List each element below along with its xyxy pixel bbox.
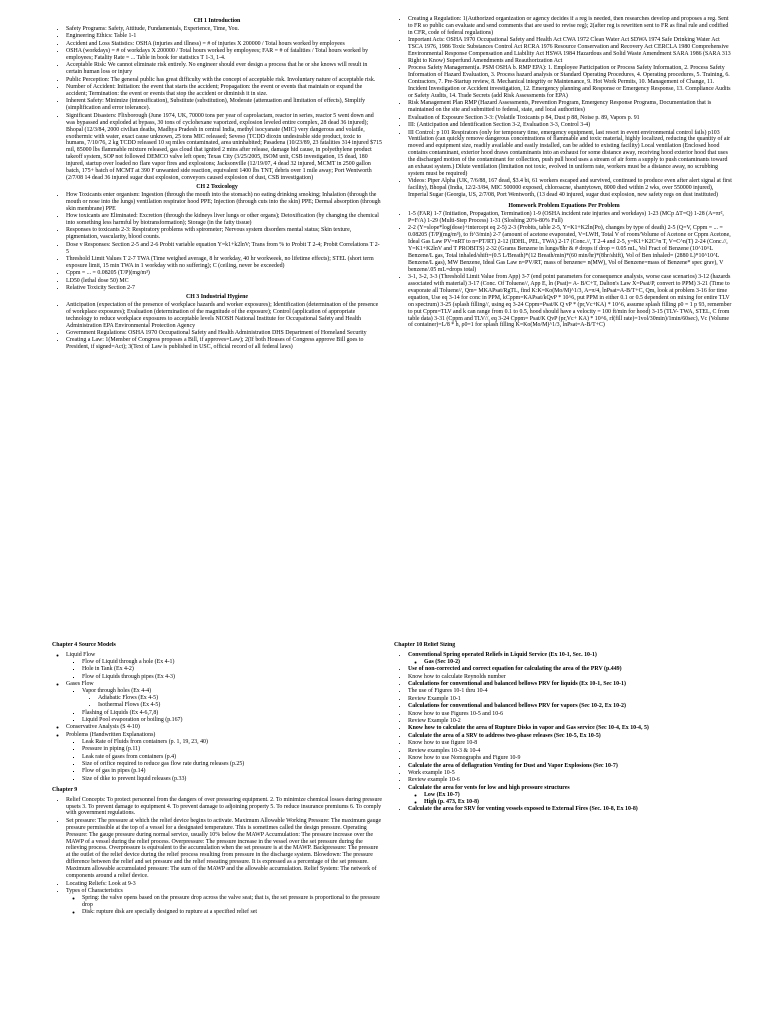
list-item: • Creating a Law: 1(Member of Congress proposes a Bill, if approves=Law); 2(If both Houses of Congress approve Bill goes to President, if signed=Act); 3(Text of Law is published in USC, official record of all federal laws) bbox=[66, 337, 382, 351]
list-item: ◦ High (p. 473, Ex 10-8) bbox=[424, 799, 734, 806]
list-item: ▪ Flow of Liquids through pipes (Ex 4-3) bbox=[82, 674, 382, 681]
list-item: • Adiabatic Flows (Ex 4-5) bbox=[98, 695, 382, 702]
column-3 bbox=[52, 642, 382, 1024]
list-item: ◦ Problems (Handwritten Explanations) ▪ Leak Rate of Fluids from containers (p. 1, 19, 23, 40) ▪ Pressure in piping (p.11) ▪ Leak rate of gases from containers (p.4) ▪ Size of orifice required to reduce gas flow rate during releases (p.25) ▪ Flow of gas in pipes (p.14) ▪ Size of dike to prevent liquid releases (p.33) bbox=[66, 732, 382, 783]
chapter-1-list bbox=[52, 26, 382, 182]
list-item: • Conventional Spring operated Reliefs in Liquid Service (Ex 10-1, Sec. 10-1) ◦ Gas (Sec 10-2) bbox=[408, 652, 734, 666]
list-item: • Calculations for conventional and balanced bellows PRV for vapors (Sec 10-2, Ex 10-2) bbox=[408, 703, 734, 710]
list-item: • Evaluation of Exposure Section 3-3: (Volatile Toxicants p 84, Dust p 88, Noise p. 89, Vapors p. 91 bbox=[408, 115, 734, 122]
list-item: • Creating a Regulation: 1(Authorized organization or agency decides if a reg is needed, then researches develop and proposes a reg. Sent to FR so public can evaluate and send comments that are used to revise reg); 2(after reg is rewritten sent to FR as final rule and codified in CFR, code of federal regulations) bbox=[408, 16, 734, 37]
list-item: • Work example 10-5 bbox=[408, 770, 734, 777]
homework-list bbox=[394, 211, 734, 329]
liquid-flow-list bbox=[66, 659, 382, 681]
list-item: ◦ Gases Flow ▪ Vapor through holes (Ex 4-4) • Adiabatic Flows (Ex 4-5) • Isothermal Flows (Ex 4-5) ▪ Flashing of Liquids (Ex 4-6,7,8) ▪ Liquid Pool evaporation or boiling (p.167) bbox=[66, 681, 382, 724]
list-item: ▪ Leak Rate of Fluids from containers (p. 1, 19, 23, 40) bbox=[82, 739, 382, 746]
list-item: • Government Regulations: OSHA 1970 Occupational Safety and Health Administration DHS Department of Homeland Security bbox=[66, 330, 382, 337]
list-item: • Review Example 10-2 bbox=[408, 718, 734, 725]
list-item: ▪ Size of dike to prevent liquid releases (p.33) bbox=[82, 776, 382, 783]
chapter-4-heading: Chapter 4 Source Models bbox=[52, 642, 116, 648]
list-item: ◦ Gas (Sec 10-2) bbox=[424, 659, 734, 666]
list-item: • Calculate the area for SRV for venting vessels exposed to External Fires (Sec. 10-8, Ex 10-8) bbox=[408, 806, 734, 813]
list-item: • Calculations for conventional and balanced bellows PRV for liquids (Ex 10-1, Sec 10-1) bbox=[408, 681, 734, 688]
column-1 bbox=[52, 16, 382, 588]
list-item: • Isothermal Flows (Ex 4-5) bbox=[98, 702, 382, 709]
list-item: • How Toxicants enter organism: Ingestion (through the mouth into the stomach) no eating drinking smoking; Inhalation (through the mouth or nose into the lungs) ventilation respirator hood PPE; Injection (through cuts into the skin) PPE; Dermal absorption (through skin membrane) PPE bbox=[66, 192, 382, 213]
list-item: • Use of non-corrected and correct equation for calculating the area of the PRV (p.449) bbox=[408, 666, 734, 673]
chapter-4-list bbox=[52, 652, 382, 783]
list-item: • Know how to use figure 10-8 bbox=[408, 740, 734, 747]
list-item: • The use of Figures 10-1 thru 10-4 bbox=[408, 688, 734, 695]
homework-heading: Homework Problem Equations Per Problem bbox=[508, 203, 620, 210]
chapter-3-heading: CH 3 Industrial Hygiene bbox=[185, 293, 249, 300]
list-item: • Calculate the area of deflagration Venting for Dust and Vapor Explosions (Sec 10-7) bbox=[408, 763, 734, 770]
chapter-10-heading: Chapter 10 Relief Sizing bbox=[394, 642, 456, 648]
list-item: • Videos: Piper Alpha (UK, 7/6/88, 167 dead, $3.4 bi, 61 workers escaped and survived, continued to produce even after alert signal at first facility), Bhopal (India, 12/2-3/84, MIC 500000 exposed, chloroacne, shantytown, 8000 died within 2 wks, over 550000 injured), Imperial Sugar (Georgia, US, 2/7/08, Port Wentworth, (13 dead 40 injured, sugar dust explosion, new safety regs on dust instituted) bbox=[408, 178, 734, 199]
list-item: ▪ Size of orifice required to reduce gas flow rate during releases (p.25) bbox=[82, 761, 382, 768]
list-item: • Relief Concepts: To protect personnel from the dangers of over pressuring equipment. 2. To minimize chemical losses during pressure upsets 3. To prevent damage to equipment 4. To prevent damage to adjoining property 5. To reduce insurance premiums 6. To comply with government regulations. bbox=[66, 797, 382, 818]
list-item: ◦ Low (Ex 10-7) bbox=[424, 792, 734, 799]
list-item: • Threshold Limit Values T 2-7 TWA (Time weighed average, 8 hr workday, 40 hr workweek, no lifetime effects); STEL (short term exposure limit, 15 min TWA in 1 workday with no suffering); C (ceiling, never be exceeded) bbox=[66, 256, 382, 270]
list-item: • Number of Accident: Initiation: the event that starts the accident; Propagation: the event or events that maintain or expand the accident; Termination: the event or events that stop the accident or diminish it in size. bbox=[66, 84, 382, 98]
column-2 bbox=[394, 16, 734, 516]
list-item: ▪ Leak rate of gases from containers (p.4) bbox=[82, 754, 382, 761]
chapter-1-heading: CH 1 Introduction bbox=[193, 18, 241, 24]
vapor-list bbox=[82, 695, 382, 709]
chapter-2-list bbox=[52, 192, 382, 292]
vent-sublist bbox=[408, 792, 734, 806]
list-item: ▪ Flashing of Liquids (Ex 4-6,7,8) bbox=[82, 710, 382, 717]
list-item: • Review examples 10-3 & 10-4 bbox=[408, 748, 734, 755]
list-item: • Calculate the area for vents for low and high pressure structures ◦ Low (Ex 10-7) ◦ High (p. 473, Ex 10-8) bbox=[408, 785, 734, 806]
list-item: ▪ Vapor through holes (Ex 4-4) • Adiabatic Flows (Ex 4-5) • Isothermal Flows (Ex 4-5) bbox=[82, 688, 382, 709]
list-item: • Significant Disasters: Flixborough (June 1974, UK, 70000 tons per year of caprolactam, reactor in series, reactor 5 went down and was bypassed and exploded at bypass, 30 tons of cyclohexane vaporized, explosion leveled entire complex, 28 dead 36 injured); Bhopal (12/3/84, 2000 civilian deaths, Madhya Pradesh in central India, methyl isocyanate (MIC) very dangerous and volatile, exothermic with water, exact cause unknown, 25 tons MIC released; Seveso (TCDD dioxin undesirable side product, toxic to humans, 7/10/76, 2 kg TCDD released 10 sq miles contaminated, area uninhabited; Pasadena (10/23/89, 23 fatalities 314 injured $715 mil, 85000 lbs flammable mixture released, gas cloud that ignited 2 mins after release, damage hid cause, in polyethylene product takeoff system, SOP not followed DEMCO valve left open; Texas City (3/25/2005, ISOM unit, CSB investigation, 15 dead, 180 injured, startup over loaded no flare vapor fires and explosions; Jacksonville (12/19/07, 4 dead 32 injured, MCMT in 2500 gallon batch, 175+ batch of MCMT at 390 F unwanted side reaction, equivalent 1400 lbs TNT, debris over 1 mile away; Port Wentworth (2/7/08 14 dead 36 injured sugar dust explosion, conveyors caused explosion of dust, CSB investigation) bbox=[66, 113, 382, 182]
list-item: • III: (Anticipation and Identification Section 3-2, Evaluation 3-3, Control 3-4) bbox=[408, 122, 734, 129]
list-item: • How toxicants are Eliminated: Excretion (through the kidneys liver lungs or other organs); Detoxification (by changing the chemical into something less harmful by biotransformation); Storage (in the fatty tissue) bbox=[66, 213, 382, 227]
list-item: • 2-2 (Y=slope*log(dose)+intercept eq 2-5) 2-3 (Probits, table 2-5, Y=K1+K2ln(Po), changes by type of death) 2-5 (Q=V, Cppm = ... = 0.08205 (T/P)(mg/m³), to ft^3/min) 2-7 (amount of acetone evaporated, V=LWH, Total V of room/Volume of Acetone or Cppm Acetone, Ideal Gas Law PV=nRT to n=PT/RT) 2-12 (IDHL, PEL, TWA) 2-17 (Conc.//, T 2-4 and 2-5, y=K1+K2C^n T, V=C^n(T) 2-24 (Conc.//, Y=K1+K2lnV and T PROBITS) 2-32 (Grams Benzene in lungs/8hr & # drops if drop = 0.05 mL, Vol Fract of Benzene (10^10^L Benzene/L gas, Total inhaled/shift=(0.5 L/Breath)*(12 Breath/min)*(60 min/hr)*(8hr/shift), Vol of Ben inhaled= (2880 L)*10^10^L Benzene/L gas), MW Benzene, Ideal Gas Law n=PV/RT, mass of benzene= n(MW), Vol of Benzene=mass of Benzene* spec grav), V benzene/.05 mL=drops total) bbox=[408, 225, 734, 273]
chapter-2-heading: CH 2 Toxicology bbox=[196, 183, 238, 190]
list-item: ◦ Conservative Analysis (S 4-10) bbox=[66, 724, 382, 731]
list-item: • Know how to use Nomographs and Figure 10-9 bbox=[408, 755, 734, 762]
list-item: ◦ Liquid Flow ▪ Flow of Liquid through a hole (Ex 4-1) ▪ Hole in Tank (Ex 4-2) ▪ Flow of Liquids through pipes (Ex 4-3) bbox=[66, 652, 382, 681]
list-item: • LD50 (lethal dose 50) MC bbox=[66, 278, 382, 285]
list-item: • Types of Characteristics ◦ Spring: the valve opens based on the pressure drop across the valve seat; that is, the set pressure is proportional to the pressure drop ◦ Disk: rupture disk are specially designed to rupture at a specified relief set bbox=[66, 888, 382, 916]
list-item: ◦ Spring: the valve opens based on the pressure drop across the valve seat; that is, the set pressure is proportional to the pressure drop bbox=[82, 895, 382, 909]
list-item: • Public Perception: The general public has great difficulty with the concept of acceptable risk. Involuntary nature of acceptable risk. bbox=[66, 77, 382, 84]
list-item: • Review Example 10-1 bbox=[408, 696, 734, 703]
list-item: • Cppm = ... = 0.08205 (T/P)(mg/m³) bbox=[66, 270, 382, 277]
list-item: • Risk Management Plan RMP (Hazard Assessments, Prevention Program, Emergency Response Programs, Documentation that is maintained on the site and submitted to federal, state, and local authorities) bbox=[408, 100, 734, 114]
list-item: • Process Safety Management(a. PSM OSHA b. RMP EPA): 1. Employee Participation or Process Safety Information, 2. Process Safety Information of Hazard Evaluation, 3. Process hazard analysis or Standard Operating Procedures, 4. Operating procedures, 5. Training, 6. Contractors, 7. Pre-Startup review, 8. Mechanical integrity or Maintenance, 9. Hot Work Permits, 10. Management of Change, 11. Incident Investigation or Accident investigation, 12. Emergency planning and Response or Emergency Response, 13. Compliance Audits or Safety Audits, 14. Trade Secrets (add Risk Assessments for EPA) bbox=[408, 65, 734, 100]
list-item: • OSHA (workdays) = # of workdays X 200000 / Total hours worked by employees; FAR = # of fatalities / Total hours worked by employees; Fatality Rate = ... Table in book for statistics T 1-3, 1-4. bbox=[66, 48, 382, 62]
list-item: • Know how to calculate the area of Rupture Disks in vapor and Gas service (Sec 10-4, Ex 10-4, 5) bbox=[408, 725, 734, 732]
list-item: • Dose v Responses: Section 2-5 and 2-6 Probit variable equation Y=k1+k2lnV; Trans from % to Probit T 2-4; Probit Correlations T 2-5 bbox=[66, 242, 382, 256]
list-item: • Calculate the area of a SRV to address two-phase releases (Sec 10-5, Ex 10-5) bbox=[408, 733, 734, 740]
list-item: • Responses to toxicants 2-3: Respiratory problems with spirometer; Nervous system disorders mental status; Skin texture, pigmentation, vascularity, blood counts. bbox=[66, 227, 382, 241]
list-item: ▪ Liquid Pool evaporation or boiling (p.167) bbox=[82, 717, 382, 724]
list-item: • Safety Programs: Safety, Attitude, Fundamentals, Experience, Time, You. bbox=[66, 26, 382, 33]
list-item: ▪ Pressure in piping (p.11) bbox=[82, 746, 382, 753]
chapter-10-list bbox=[394, 652, 734, 813]
list-item: ◦ Disk: rupture disk are specially designed to rupture at a specified relief set bbox=[82, 909, 382, 916]
chapter-9-list bbox=[52, 797, 382, 916]
list-item: • Relative Toxicity Section 2-7 bbox=[66, 285, 382, 292]
chapter-3-continued-list bbox=[394, 16, 734, 199]
list-item: • Inherent Safety: Minimize (intensification), Substitute (substitution), Moderate (attenuation and limitation of effects), Simplify (simplification and error tolerance). bbox=[66, 98, 382, 112]
list-item: ▪ Flow of gas in pipes (p.14) bbox=[82, 768, 382, 775]
list-item: • 3-1, 3-2, 3-3 (Threshold Limit Value from App) 3-7 (end point parameters for consequence analysis, worse case scenarios) 3-12 (hazards associated with material) 3-17 (Conc. Of Toluene//, App E, ln (Psat)= A- B/C+T, Dalton's Law X=Psat/P, convert to PPM) 3-21 (Time to evaporate all Toluene//, Qm= MKAPsat/RgTL, find K:K=Ko(Mo/M)^1/3, A=π/4, lnPsat=A-B/T+C, Qm, look at problem 3-16 for time equation, Use eq 3-14 for conc in PPM, kCppm=KAPsat/kQvP * 10^6, put PPM in either 0.1 or 0.5 dependent on mixing for entire TLV on spectrum) 3-25 (splash filling//, using eq 3-24 Cppm=Psat/K Q vP * (pr,Vc+KA) * 10^6, assume splash filling ρ0 = 1 p 93, remember to put Cppm=TLV and k can range from 0.1 to 0.5, hood should have a velocity = 100 ft/min for hood) 3-15 (TLV- TWA, STEL, C from table data) 3-31 (Cppm and TLV//, eq 3-24 Cppm= Psat/K QvP (pr,Vc+ KA) * 10^6, rf(fill rate)=1vol/30min)/1min/60sec), Vc (Volume of container)=L/8 * h, ρ0=1 for splash filling K=Ko(Mo/M)^1/3, lnPsat=A-B/T+C) bbox=[408, 274, 734, 329]
list-item: • Review example 10-6 bbox=[408, 777, 734, 784]
chapter-9-heading: Chapter 9 bbox=[52, 786, 78, 793]
list-item: ▪ Flow of Liquid through a hole (Ex 4-1) bbox=[82, 659, 382, 666]
list-item: • Set pressure: The pressure at which the relief device begins to activate. Maximum Allowable Working Pressure: The maximum gauge pressure permissible at the top of a vessel for a designated temperature. This is sometimes called the design pressure. Operating Pressure: The gauge pressure during normal service, usually 10% below the MAWP Accumulation: The pressure increase over the MAWP of a vessel during the relief process. Overpressure: The pressure increase in the vessel over the set pressure during the relieving process. Overpressure is equivalent to the accumulation when the set pressure is at the MAWP. Backpressure: The pressure at the outlet of the relief device during the relief process resulting from pressure in the discharge system. Blowdown: The pressure difference between the relief and set pressure and the relief reseating pressure. It is expressed as a percentage of the set pressure. Maximum allowable accumulated pressure: The sum of the MAWP and the allowable accumulation. Relief System: The network of components around a relief device. bbox=[66, 818, 382, 880]
gases-flow-list bbox=[66, 688, 382, 724]
chapter-3-list bbox=[52, 302, 382, 351]
list-item: • Acceptable Risk: We cannot eliminate risk entirely. No engineer should ever design a process that he or she knows will result in certain human loss or injury bbox=[66, 62, 382, 76]
list-item: • 1-5 (FAR) 1-7 (Initiation, Propagation, Termination) 1-9 (OSHA incident rate injuries and workdays) 1-23 (MCp ΔT=Q) 1-28 (A=πr², P=F/A) 1-29 (Multi-Step Process) 1-31 (Sloshing 20%-80% Full) bbox=[408, 211, 734, 225]
list-item: • III Control: p 101 Respirators (only for temporary time, emergency equipment, last resort in event environmental control fails) p103 Ventilation (can quickly remove dangerous concentrations of flammable and toxic material, highly localized, reducing the quantity of air moved and equipment size, readily available and easily installed, can be added to existing facility) Local ventilation (Enclosed hood contains contaminant, exterior hood draws contaminants into an exhaust for some distance away, receiving hood exterior hood that uses the discharged motion of the contaminant for collection, push pull hood uses a stream of air form a supply to push contaminants toward an exhaust system.) Dilute ventilation (limitation not toxic, evolved in uniform rate, workers must be a distance away, no scrubbing system must be required) bbox=[408, 130, 734, 178]
list-item: • Know how to use Figures 10-5 and 10-6 bbox=[408, 711, 734, 718]
list-item: • Important Acts: OSHA 1970 Occupational Safety and Health Act CWA 1972 Clean Water Act SDWA 1974 Safe Drinking Water Act TSCA 1976, 1986 Toxic Substances Control Act RCRA 1976 Resource Conservation and Recovery Act CERCLA 1980 Comprehensive Environmental Response Compensation and Liability Act HSWA 1984 Hazardous and Solid Waste Amendment SARA 1986 (SARA 313 Right to Know) Superfund Amendments and Reauthorization Act bbox=[408, 37, 734, 65]
list-item: • Accident and Loss Statistics: OSHA (injuries and illness) = # of injuries X 200000 / Total hours worked by employees bbox=[66, 41, 382, 48]
list-item: • Anticipation (expectation of the presence of workplace hazards and worker exposures); Identification (determination of the presence of workplace exposures); Evaluation (determination of the magnitude of the exposure); Control (application of appropriate technology to reduce workplace exposures to acceptable levels NIOSH National Institute for Occupational Safety and Health Administration EPA Environmental Protection Agency bbox=[66, 302, 382, 330]
column-4 bbox=[394, 642, 734, 1024]
types-list bbox=[66, 895, 382, 916]
list-item: • Know how to calculate Reynolds number bbox=[408, 674, 734, 681]
list-item: • Locating Reliefs: Look at 9-3 bbox=[66, 881, 382, 888]
problems-list bbox=[66, 739, 382, 783]
list-item: • Engineering Ethics: Table 1-1 bbox=[66, 33, 382, 40]
gas-sublist bbox=[408, 659, 734, 666]
list-item: ▪ Hole in Tank (Ex 4-2) bbox=[82, 666, 382, 673]
